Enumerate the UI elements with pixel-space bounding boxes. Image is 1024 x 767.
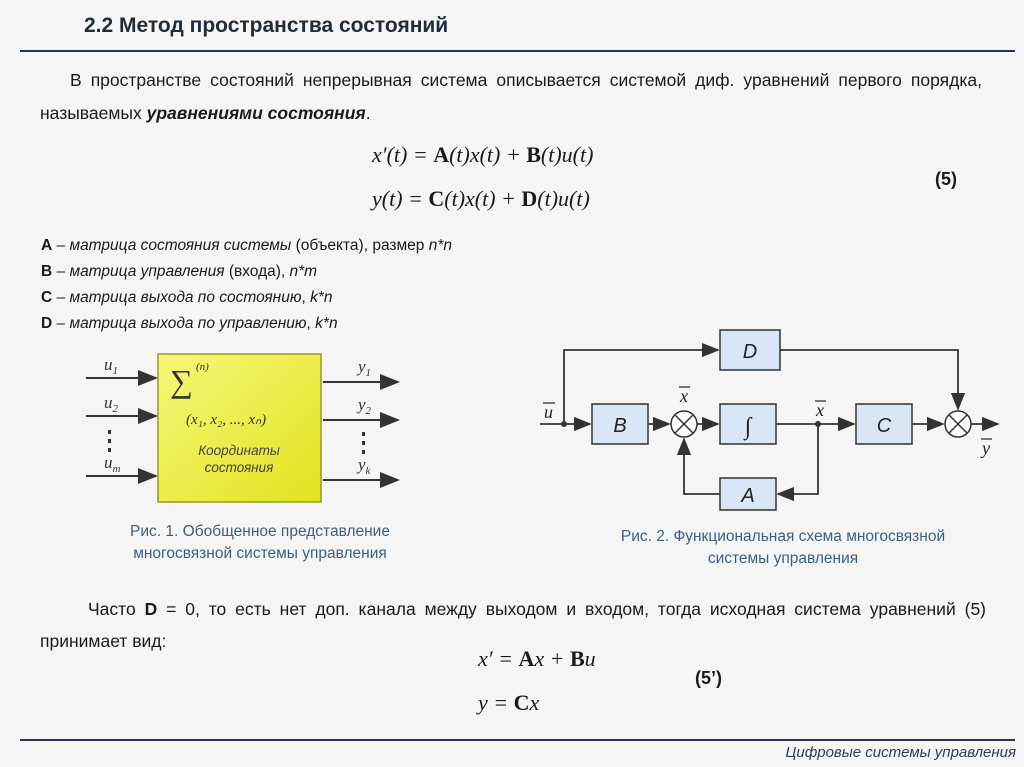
- bold-D: D: [144, 599, 158, 619]
- intro-text: В пространстве состояний непрерывная система описывается системой диф. уравнений первого порядка, называемых: [40, 70, 982, 123]
- branch-point: [815, 421, 821, 427]
- equation-number-5: (5): [935, 169, 957, 189]
- state-variables: (x₁, x₂, ..., xₙ): [186, 412, 267, 428]
- output-y2: y: [358, 395, 366, 414]
- summing-junction-1: [671, 411, 697, 437]
- svg-text:um: $u_m$: [104, 453, 121, 475]
- equation-output: y(t) = C(t)x(t) + D(t)u(t): [372, 186, 590, 211]
- box-label-line2: состояния: [204, 460, 274, 475]
- slide-title: 2.2 Метод пространства состояний: [84, 14, 449, 37]
- output-yk: y: [358, 455, 366, 474]
- xdot-label: x: [680, 386, 688, 406]
- equation-state-simplified: x′ = Ax + Bu: [478, 646, 596, 671]
- equation-output-simplified: y = Cx: [478, 690, 540, 715]
- svg-text:B: B: [613, 415, 627, 437]
- svg-text:y1: $y_1$: [358, 357, 372, 379]
- bottom-divider: [20, 739, 1015, 741]
- input-u1: u: [104, 355, 113, 374]
- matrix-definitions: [41, 233, 452, 337]
- sigma-symbol: ∑: [170, 363, 193, 399]
- equation-number-5prime: (5’): [695, 668, 722, 688]
- svg-text:yk: $y_k$: [358, 455, 371, 477]
- top-divider: [20, 50, 1015, 52]
- input-ellipsis: [108, 430, 111, 452]
- intro-end: .: [365, 103, 371, 123]
- figure-1-generalized-system: [80, 348, 420, 508]
- summing-junction-2: [945, 411, 971, 437]
- definition-row: D – матрица выхода по управлению, k*n: [41, 315, 338, 332]
- svg-text:y2: $y_2$: [358, 395, 372, 417]
- svg-text:∫: ∫: [744, 414, 752, 440]
- output-y-label: y: [982, 438, 990, 458]
- simplification-paragraph: Часто D = 0, то есть нет доп. канала между выходом и входом, тогда исходная система уравнений (5) принимает вид:: [40, 599, 986, 651]
- box-label-line1: Координаты: [198, 443, 280, 458]
- equation-state: x′(t) = A(t)x(t) + B(t)u(t): [372, 142, 594, 167]
- output-ellipsis: [362, 432, 365, 454]
- branch-point: [561, 421, 567, 427]
- footer-text: Цифровые системы управления: [785, 744, 1016, 761]
- figure-1-caption: Рис. 1. Обобщенное представление многосвязной системы управления: [130, 523, 390, 562]
- svg-text:u1: $u_1$: [104, 355, 118, 377]
- intro-paragraph: [40, 64, 982, 130]
- output-y1: y: [358, 357, 366, 376]
- definition-row: C – матрица выхода по состоянию, k*n: [41, 289, 333, 306]
- svg-text:A: A: [741, 485, 755, 507]
- sigma-superscript: (n): [196, 361, 209, 373]
- svg-text:C: C: [876, 415, 892, 437]
- svg-text:D: D: [742, 341, 758, 363]
- figure-2-caption: Рис. 2. Функциональная схема многосвязной системы управления: [620, 528, 946, 567]
- input-u2: u: [104, 393, 113, 412]
- figure-2-functional-scheme: [536, 322, 1004, 512]
- input-um: u: [104, 453, 113, 472]
- intro-emphasis: уравнениями состояния: [146, 103, 366, 123]
- x-label: x: [816, 400, 824, 420]
- svg-text:u2: $u_2$: [104, 393, 118, 415]
- definition-row: B – матрица управления (входа), n*m: [41, 263, 318, 280]
- input-u-label: u: [544, 402, 553, 422]
- definition-row: A – матрица состояния системы (объекта), размер n*n: [41, 237, 452, 254]
